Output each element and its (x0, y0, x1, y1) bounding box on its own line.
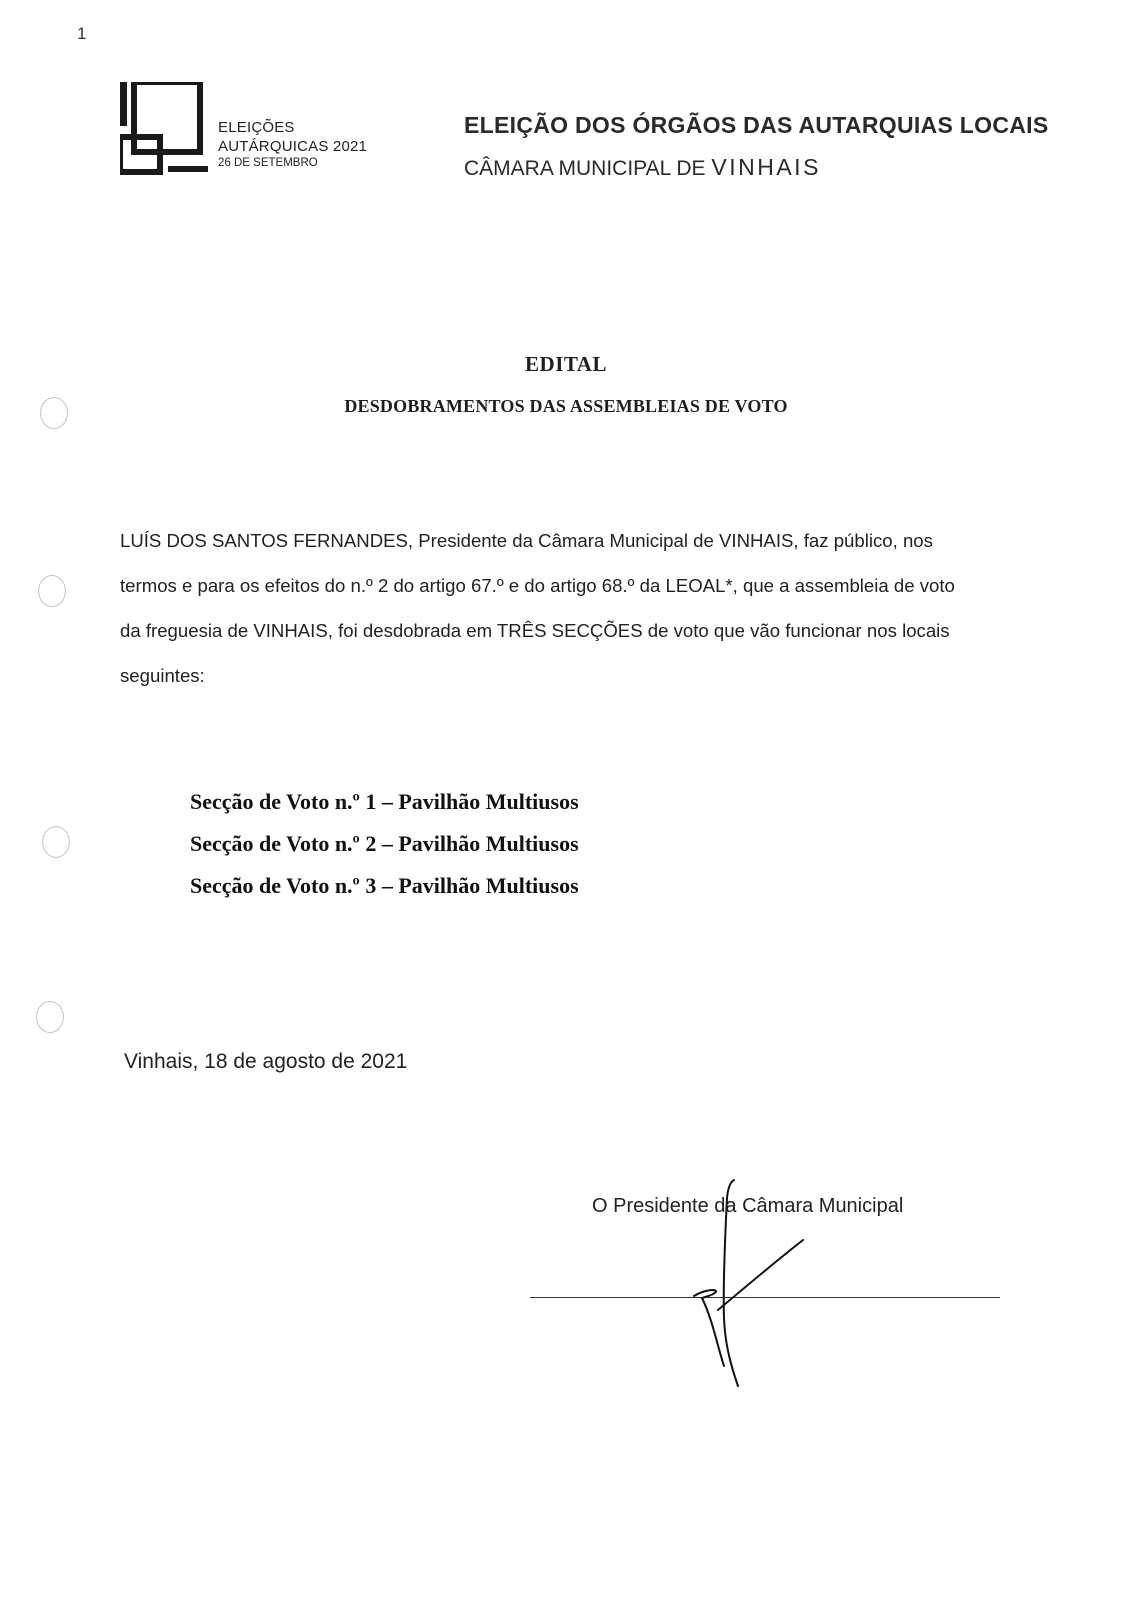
logo-text (218, 120, 367, 170)
header-title: ELEIÇÃO DOS ÓRGÃOS DAS AUTARQUIAS LOCAIS (464, 112, 1049, 138)
date-line: Vinhais, 18 de agosto de 2021 (124, 1050, 408, 1073)
signature-caption: O Presidente da Câmara Municipal (592, 1195, 904, 1217)
page-number: 1 (77, 24, 87, 43)
paragraph-line: termos e para os efeitos do n.º 2 do artigo 67.º e do artigo 68.º da LEOAL*, que a assembleia de voto (120, 575, 955, 596)
punch-hole (36, 1001, 64, 1033)
election-logo-icon (120, 82, 210, 178)
document-subheading: DESDOBRAMENTOS DAS ASSEMBLEIAS DE VOTO (344, 396, 788, 416)
punch-hole (42, 826, 70, 858)
header-subtitle-town: VINHAIS (711, 154, 821, 180)
document-heading: EDITAL (525, 352, 607, 376)
handwritten-signature-icon (690, 1178, 820, 1388)
paragraph-line: LUÍS DOS SANTOS FERNANDES, Presidente da Câmara Municipal de VINHAIS, faz público, nos (120, 530, 933, 551)
paragraph-line: da freguesia de VINHAIS, foi desdobrada em TRÊS SECÇÕES de voto que vão funcionar nos locais (120, 620, 950, 641)
logo-line-2: AUTÁRQUICAS 2021 (218, 138, 368, 155)
paragraph-line: seguintes: (120, 665, 205, 686)
header-subtitle (464, 154, 821, 181)
logo-line-3: 26 DE SETEMBRO (218, 157, 318, 169)
voting-section-item: Secção de Voto n.º 2 – Pavilhão Multiusos (190, 831, 579, 856)
voting-section-item: Secção de Voto n.º 1 – Pavilhão Multiusos (190, 789, 579, 814)
punch-hole (38, 575, 66, 607)
voting-sections-list (190, 781, 579, 907)
logo-line-1: ELEIÇÕES (218, 119, 295, 136)
punch-hole (40, 397, 68, 429)
voting-section-item: Secção de Voto n.º 3 – Pavilhão Multiusos (190, 873, 579, 898)
announcement-paragraph (120, 518, 1050, 698)
header-subtitle-prefix: CÂMARA MUNICIPAL DE (464, 157, 712, 180)
